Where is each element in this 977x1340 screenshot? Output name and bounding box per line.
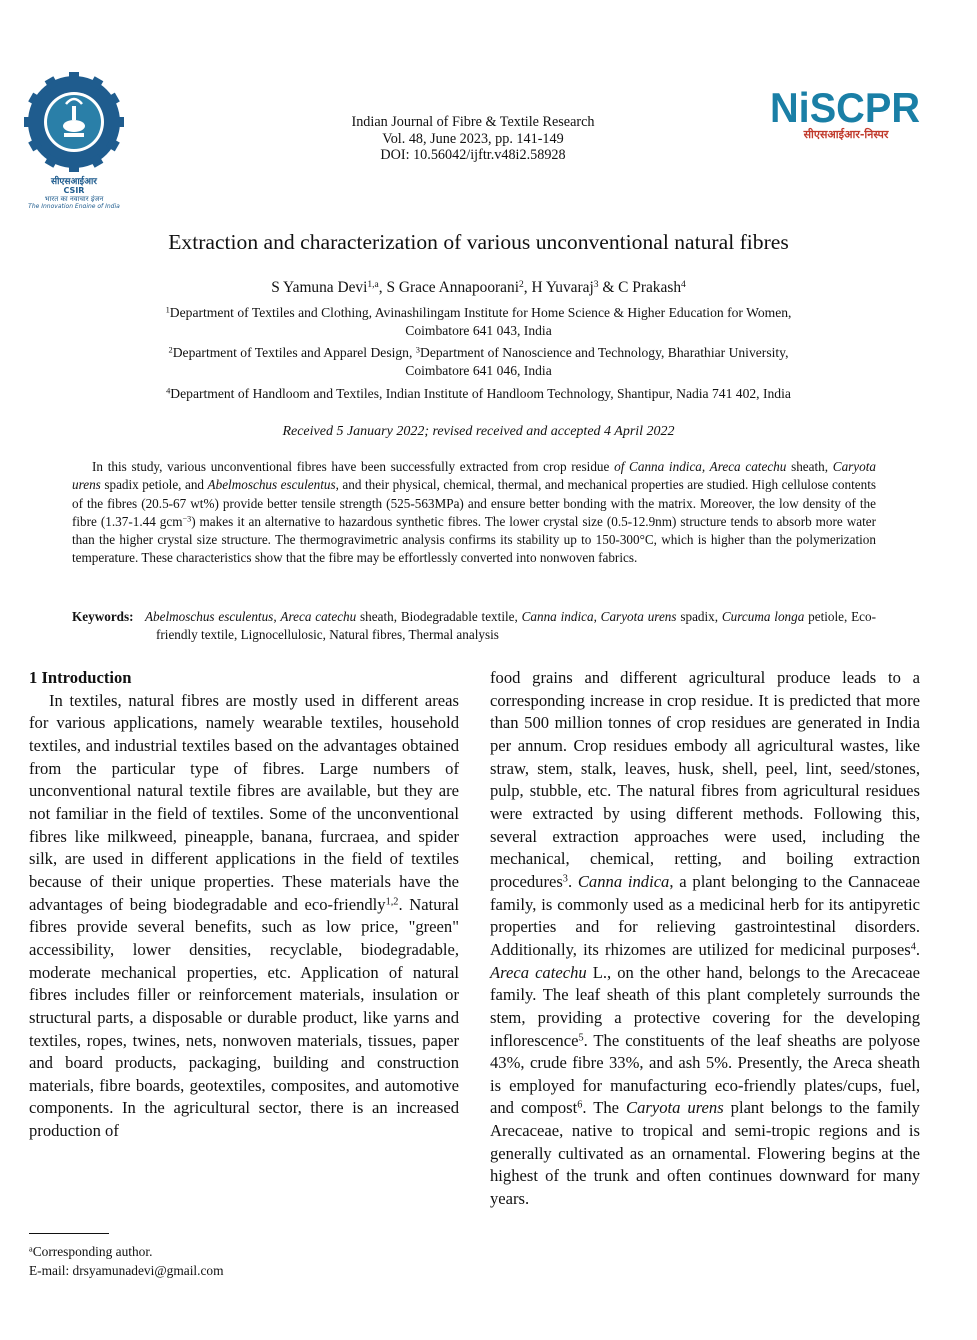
body-paragraph: [29, 690, 459, 1143]
footnote-email: E-mail: drsyamunadevi@gmail.com: [29, 1263, 224, 1278]
body-text: , a plant belonging to the Cannaceae family, is commonly used as a medicinal herb for its antipyretic properties and for relieving gastrointestinal disorders. Additionally, its rhizomes are utilized for medicinal purposes: [490, 871, 921, 959]
svg-text:भारत का नवाचार इंजन: भारत का नवाचार इंजन: [44, 195, 104, 203]
svg-text:The Innovation Engine of India: The Innovation Engine of India: [28, 203, 120, 208]
keyword: Abelmoschus esculentus: [144, 609, 274, 624]
citation-sup: 6: [577, 1099, 583, 1111]
affiliation-4: [20, 385, 937, 403]
journal-name: Indian Journal of Fibre & Textile Research: [351, 114, 595, 130]
affil-sup: 4: [166, 385, 171, 396]
author-sup: 2: [519, 278, 524, 290]
received-dates: Received 5 January 2022; revised received and accepted 4 April 2022: [282, 424, 675, 439]
abstract-text: , and their physical, chemical, thermal, and mechanical properties are studied. High cellulose contents of the fibres (20.5-67 wt%) provide better tensile strength (525-563MPa) and ensure better bonding with the matrix. Moreover, the low density of the fibre (1.37-1.44 gcm: [72, 477, 876, 529]
keyword: Caryota urens: [600, 609, 677, 624]
body-text: In textiles, natural fibres are mostly used in different areas for various applications, namely wearable textiles, household textiles, and industrial textiles based on the advantages obtained from the particular type of fibres. Large numbers of unconventional natural textile fibres are available, but they are not familiar in the field of textiles. Some of the unconventional fibres like milkweed, pineapple, banana, furcraea, and spider silk, are used in different applications in the field of textiles because of their unique properties. These materials have the advantages of being biodegradable and eco-friendly: [29, 690, 459, 914]
species-name: Canna indica: [577, 871, 670, 891]
keyword-sep: sheath, Biodegradable textile,: [356, 609, 522, 624]
author-sep: ,: [523, 279, 532, 296]
species-name: Caryota urens: [626, 1098, 724, 1118]
keywords-label: Keywords:: [72, 609, 134, 624]
affil-sup: 1: [165, 304, 170, 315]
svg-text:NiSCPR: NiSCPR: [770, 84, 920, 131]
affiliation-1: [20, 304, 937, 340]
footnote-corresponding: [29, 1242, 459, 1261]
keyword-sep: ,: [593, 609, 601, 624]
author-name: S Yamuna Devi: [271, 279, 368, 296]
affil-text: Department of Textiles and Clothing, Avinashilingam Institute for Home Science & Higher Education for Women,: [169, 305, 792, 320]
author-name: C Prakash: [618, 279, 682, 296]
affiliation-2-3: [20, 344, 937, 380]
affil-text: Department of Nanoscience and Technology, Bharathiar University,: [420, 345, 789, 360]
abstract-species: Abelmoschus esculentus: [207, 477, 336, 493]
abstract-species: Caryota urens: [72, 459, 877, 493]
body-text: plant belongs to the family Arecaceae, native to tropical and semi-tropic regions and is generally cultivated as an ornamental. Flowering begins at the highest of the trunk and often continues downward for many years.: [490, 1098, 920, 1209]
journal-doi: DOI: 10.56042/ijftr.v48i2.58928: [380, 147, 566, 163]
citation-sup: 3: [562, 873, 568, 885]
footnote-sup: a: [29, 1244, 33, 1254]
journal-volume: Vol. 48, June 2023, pp. 141-149: [382, 130, 564, 147]
abstract-text: sheath,: [786, 459, 833, 474]
species-name: Areca catechu: [490, 962, 587, 982]
affil-sup: 2: [168, 344, 173, 355]
section-heading: 1 Introduction: [29, 668, 132, 687]
keyword-sep: ,: [273, 609, 281, 624]
body-text: . Natural fibres provide several benefits, such as low price, "green" accessibility, lower densities, recyclable, biodegradable, moderate mechanical properties, etc. Application of natural fibres includes filler or reinforcement materials, insulation or structural parts, a disposable or durable product, like yarns and textiles, ropes, twines, nets, nonwoven materials, tissues, paper and board products, packaging, building and construction materials, fibre boards, geotextiles, composites, and automotive components. In the agricultural sector, there is an increased production of: [29, 894, 459, 1141]
keyword-sep: petiole, Eco-friendly textile, Lignocellulosic, Natural fibres, Thermal analysis: [156, 609, 877, 643]
footnote-divider: [29, 1233, 109, 1234]
affil-text: Coimbatore 641 046, India: [405, 363, 552, 378]
keyword: Areca catechu: [280, 609, 357, 624]
footnotes: [29, 1242, 459, 1280]
author-sep: &: [598, 279, 619, 296]
csir-emblem-icon: [24, 72, 124, 208]
body-paragraph: [490, 667, 920, 1211]
body-text: food grains and different agricultural produce leads to a corresponding increase in crop residue. It is predicted that more than 500 million tonnes of crop residues are generated in India per annum. Crop residues embody all agricultural wastes, like straw, stem, stalk, leaves, husk, shell, peel, lint, seed/stones, pulp, stubble, etc. The natural fibres from agricultural residues were extracted by using different methods. Following this, several extraction approaches were used, including the mechanical, chemical, retting, and boiling extraction procedures: [490, 668, 920, 891]
author-list: [20, 278, 937, 297]
body-text: .: [567, 871, 578, 891]
author-name: S Grace Annapoorani: [386, 279, 519, 296]
affil-text: Coimbatore 641 043, India: [405, 323, 552, 338]
author-name: H Yuvaraj: [531, 279, 594, 296]
author-sep: ,: [378, 279, 387, 296]
citation-sup: 4: [910, 941, 916, 953]
body-column-right: [490, 667, 920, 1211]
citation-sup: 1,2: [385, 895, 399, 907]
abstract-sup: −3: [182, 514, 192, 524]
svg-text:सीएसआईआर: सीएसआईआर: [51, 177, 97, 187]
abstract-species: of Canna indica, Areca catechu: [614, 459, 787, 474]
body-text: . The constituents of the leaf sheaths are polyose 43%, crude fibre 33%, and ash 5%. Presently, the Areca sheath is employed for manufacturing eco-friendly plates/cups, fuel, and compost: [490, 1030, 920, 1118]
csir-logo: [24, 72, 124, 208]
author-sup: 4: [681, 278, 686, 290]
nispr-wordmark-icon: [768, 82, 924, 142]
author-sup: 1,a: [367, 278, 379, 290]
body-column-left: [29, 667, 459, 1143]
affil-text: Department of Textiles and Apparel Design,: [172, 345, 416, 360]
abstract-text: In this study, various unconventional fibres have been successfully extracted from crop residue: [92, 459, 615, 474]
affil-sup: 3: [415, 344, 420, 355]
affil-text: Department of Handloom and Textiles, Indian Institute of Handloom Technology, Shantipur, Nadia 741 402, India: [170, 386, 791, 401]
svg-text:सीएसआईआर-निस्पर: सीएसआईआर-निस्पर: [803, 128, 889, 141]
keywords: [72, 608, 876, 645]
abstract-text: spadix petiole, and: [100, 477, 208, 493]
svg-text:CSIR: CSIR: [63, 186, 85, 195]
abstract-text: ) makes it an alternative to hazardous synthetic fibres. The lower crystal size (0.5-12.9nm) structure tends to absorb more water than the higher crystal size structure. The thermogravimetric analysis confirms its stability up to 150-300°C, which is higher than the polymerization temperature. These characteristics show that the fibre may be effortlessly converted into nonwoven fabrics.: [72, 513, 876, 566]
author-sup: 3: [593, 278, 599, 290]
footnote-text: Corresponding author.: [32, 1244, 153, 1259]
keywords-gap: [134, 609, 145, 624]
abstract: [72, 458, 876, 568]
body-text: . The: [582, 1098, 626, 1118]
journal-info: [300, 114, 646, 164]
nispr-logo: [768, 82, 924, 142]
keyword: Canna indica: [521, 609, 594, 624]
keyword: Curcuma longa: [721, 609, 805, 624]
citation-sup: 5: [578, 1031, 584, 1043]
body-text: L., on the other hand, belongs to the Arecaceae family. The leaf sheath of this plant completely surrounds the stem, providing a protective covering for the developing inflorescence: [490, 962, 920, 1050]
keyword-sep: spadix,: [676, 609, 722, 624]
body-text: .: [915, 939, 920, 959]
paper-title: Extraction and characterization of various unconventional natural fibres: [168, 230, 789, 254]
